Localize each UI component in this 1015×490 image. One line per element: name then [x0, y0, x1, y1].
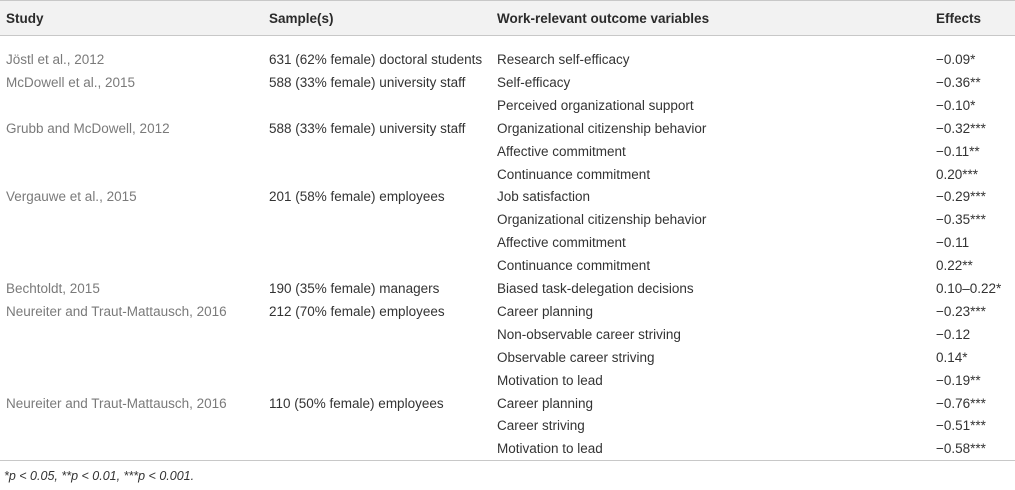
study-cell: McDowell et al., 2015	[6, 74, 136, 90]
effect-cell: −0.23***	[936, 303, 986, 319]
outcome-cell: Career planning	[497, 395, 594, 411]
outcome-cell: Organizational citizenship behavior	[497, 212, 707, 228]
outcome-cell: Motivation to lead	[497, 441, 603, 457]
study-cell: Grubb and McDowell, 2012	[6, 120, 170, 136]
effect-cell: −0.58***	[936, 441, 986, 457]
table-row	[0, 140, 1015, 163]
table-row	[0, 437, 1015, 460]
table-row	[0, 163, 1015, 186]
table-row	[0, 185, 1015, 208]
table-row	[0, 277, 1015, 300]
sample-cell: 631 (62% female) doctoral students	[269, 52, 483, 67]
outcome-cell: Affective commitment	[497, 235, 626, 251]
effect-cell: −0.12	[936, 326, 971, 342]
effect-cell: −0.19**	[936, 372, 981, 388]
outcome-cell: Continuance commitment	[497, 258, 651, 274]
outcome-cell: Job satisfaction	[497, 189, 591, 205]
sample-cell: 201 (58% female) employees	[269, 189, 445, 205]
sample-cell: 190 (35% female) managers	[269, 281, 440, 296]
table-bottom-rule	[0, 460, 1015, 461]
table-row	[0, 208, 1015, 231]
outcome-cell: Perceived organizational support	[497, 97, 694, 113]
sample-cell: 588 (33% female) university staff	[269, 120, 466, 136]
effect-cell: −0.10*	[936, 97, 976, 113]
effect-cell: −0.11**	[936, 143, 980, 159]
outcome-cell: Biased task-delegation decisions	[497, 281, 694, 296]
study-cell: Vergauwe et al., 2015	[6, 189, 137, 205]
table-row	[0, 71, 1015, 94]
outcome-cell: Research self-efficacy	[497, 52, 630, 67]
study-cell: Neureiter and Traut-Mattausch, 2016	[6, 395, 227, 411]
header-effects: Effects	[936, 11, 982, 26]
outcome-cell: Observable career striving	[497, 349, 655, 365]
sample-cell: 110 (50% female) employees	[269, 395, 444, 411]
outcome-cell: Motivation to lead	[497, 372, 603, 388]
effect-cell: 0.22**	[936, 258, 973, 274]
table-footnote: *p < 0.05, **p < 0.01, ***p < 0.001.	[4, 469, 195, 483]
effect-cell: −0.51***	[936, 418, 986, 434]
outcome-cell: Continuance commitment	[497, 166, 651, 182]
effect-cell: −0.76***	[936, 395, 986, 411]
outcome-cell: Self-efficacy	[497, 74, 571, 90]
table-row	[0, 231, 1015, 254]
table-row	[0, 346, 1015, 369]
header-study: Study	[6, 11, 44, 26]
effect-cell: −0.29***	[936, 189, 986, 205]
effect-cell: 0.20***	[936, 166, 979, 182]
header-outcome: Work-relevant outcome variables	[497, 11, 710, 26]
table-row	[0, 48, 1015, 71]
sample-cell: 212 (70% female) employees	[269, 303, 445, 319]
sample-cell: 588 (33% female) university staff	[269, 74, 466, 90]
effect-cell: −0.11	[936, 235, 970, 251]
effect-cell: 0.14*	[936, 349, 968, 365]
outcome-cell: Career striving	[497, 418, 585, 434]
effect-cell: −0.32***	[936, 120, 986, 136]
header-sample: Sample(s)	[269, 11, 334, 26]
effect-cell: −0.35***	[936, 212, 986, 228]
effect-cell: −0.36**	[936, 74, 981, 90]
table-row	[0, 254, 1015, 277]
table-row	[0, 414, 1015, 437]
study-cell: Jöstl et al., 2012	[6, 52, 105, 67]
study-cell: Neureiter and Traut-Mattausch, 2016	[6, 303, 227, 319]
outcome-cell: Non-observable career striving	[497, 326, 681, 342]
effect-cell: 0.10–0.22*	[936, 281, 1002, 296]
outcome-cell: Affective commitment	[497, 143, 626, 159]
table-row	[0, 392, 1015, 415]
effect-cell: −0.09*	[936, 52, 976, 67]
table-row	[0, 369, 1015, 392]
outcome-cell: Career planning	[497, 303, 594, 319]
table-header	[0, 0, 1015, 36]
study-cell: Bechtoldt, 2015	[6, 281, 100, 296]
table-row	[0, 323, 1015, 346]
table-row	[0, 94, 1015, 117]
table-row	[0, 117, 1015, 140]
outcome-cell: Organizational citizenship behavior	[497, 120, 707, 136]
table-row	[0, 300, 1015, 323]
